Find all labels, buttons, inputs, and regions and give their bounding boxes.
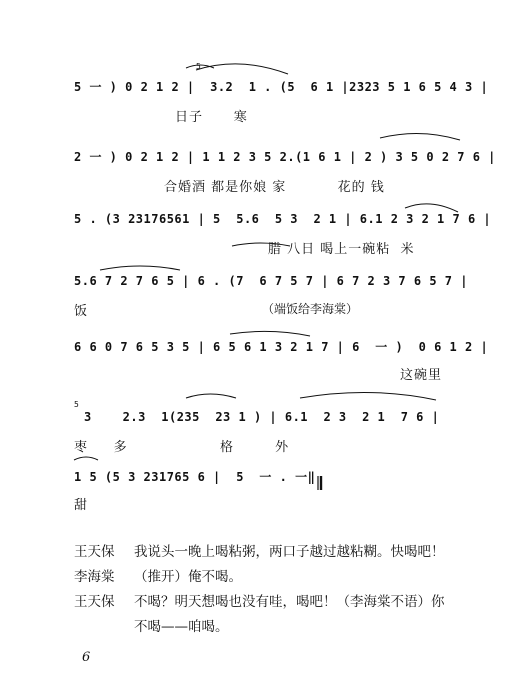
grace-note: 5 bbox=[196, 62, 201, 71]
lyrics-line: 饭 bbox=[74, 304, 89, 319]
speaker-name: 王天保 bbox=[74, 594, 115, 610]
dialogue-line bbox=[74, 565, 514, 590]
notation-line: 3 2.3 1(235 23 1 ) | 6.1 2 3 2 1 7 6 | bbox=[84, 410, 440, 424]
notation-line: 6 6 0 7 6 5 3 5 | 6 5 6 1 3 2 1 7 | 6 一 ) 0 6 1 2 | bbox=[74, 340, 489, 354]
dialogue bbox=[74, 540, 514, 640]
notation-line: 5 一 ) 0 2 1 2 | 3.2 1 . (5 6 1 |2323 5 1 6 5 4 3 | bbox=[74, 80, 489, 94]
dialogue-line bbox=[74, 540, 514, 565]
page-number: 6 bbox=[82, 650, 91, 665]
notation-line: 5.6 7 2 7 6 5 | 6 . (7 6 7 5 7 | 6 7 2 3 7 6 5 7 | bbox=[74, 274, 468, 288]
speech-text: （推开）俺不喝。 bbox=[134, 569, 242, 585]
lyrics-line: 枣 多 格 外 bbox=[74, 440, 290, 455]
speaker-name: 李海棠 bbox=[74, 569, 115, 585]
notation-line: 2 一 ) 0 2 1 2 | 1 1 2 3 5 2.(1 6 1 | 2 ) 3 5 0 2 7 6 | bbox=[74, 150, 496, 164]
speech-text: 不喝——咱喝。 bbox=[134, 619, 229, 635]
notation-line: 5 . (3 23176561 | 5 5.6 5 3 2 1 | 6.1 2 3 2 1 7 6 | bbox=[74, 212, 492, 226]
speaker-name: 王天保 bbox=[74, 544, 115, 560]
lyrics-line: 腊 八日 喝上一碗粘 米 bbox=[268, 242, 415, 257]
stage-direction: （端饭给李海棠） bbox=[262, 302, 359, 316]
notation-line: 1 5 (5 3 231765 6 | 5 一 . 一‖ bbox=[74, 470, 316, 484]
lyrics-line: 甜 bbox=[74, 498, 89, 513]
grace-note: 5 bbox=[74, 400, 79, 409]
dialogue-line bbox=[74, 615, 514, 640]
lyrics-line: 日子 寒 bbox=[175, 110, 248, 125]
speech-text: 不喝？明天想喝也没有哇，喝吧！（李海棠不语）你 bbox=[134, 594, 445, 610]
lyrics-line: 这碗里 bbox=[400, 368, 443, 383]
speech-text: 我说头一晚上喝粘粥，两口子越过越粘糊。快喝吧！ bbox=[134, 544, 445, 560]
lyrics-line: 合婚酒 都是你娘 家 花的 钱 bbox=[164, 180, 385, 195]
dialogue-line bbox=[74, 590, 514, 615]
